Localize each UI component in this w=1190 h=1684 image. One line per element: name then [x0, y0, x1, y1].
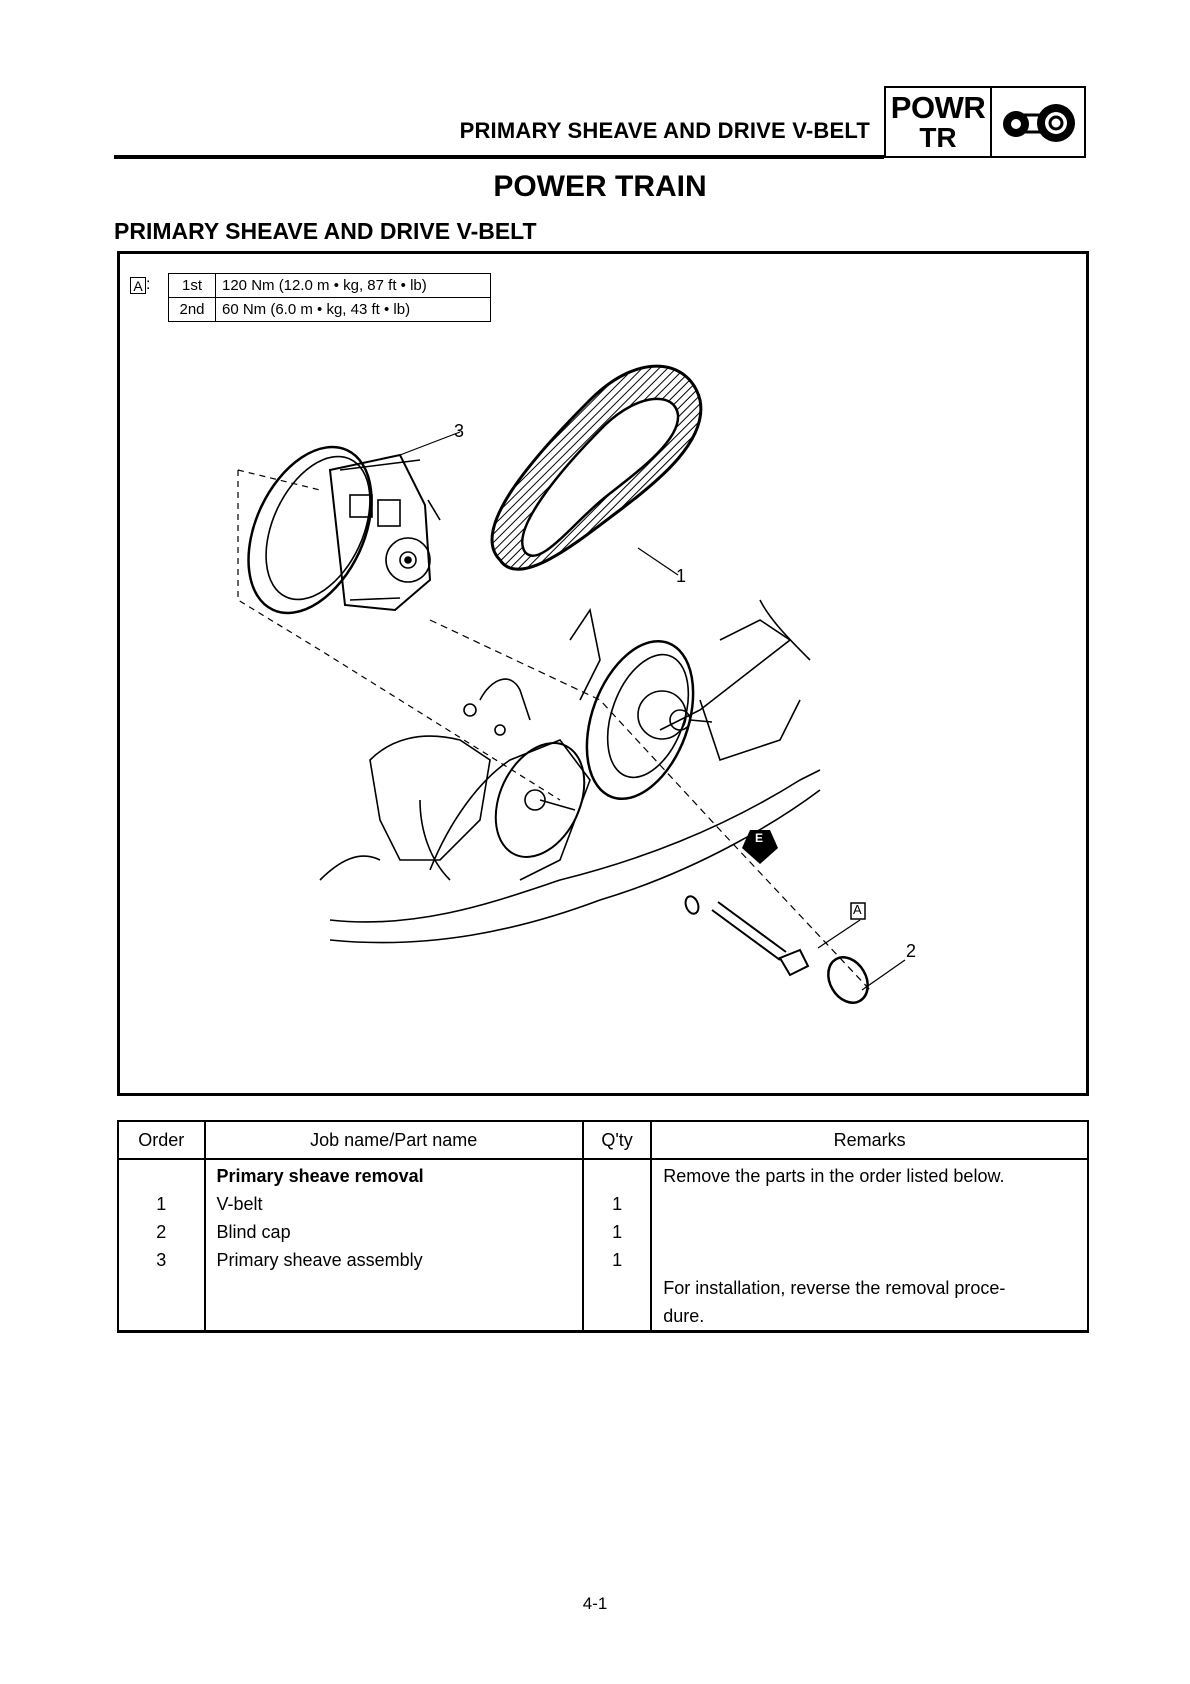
exploded-parts-illustration [120, 254, 1086, 1093]
cell-order: 2 [118, 1218, 205, 1246]
torque-callout-marker: A [853, 902, 862, 917]
callout-1: 1 [676, 566, 687, 586]
torque-marker: A : [130, 276, 150, 294]
oil-symbol-letter: E [755, 831, 764, 845]
cell-job [205, 1274, 583, 1302]
table-row [118, 1246, 1088, 1274]
header-job: Job name/Part name [205, 1121, 583, 1159]
bolt-drawing [712, 902, 786, 960]
torque-step: 1st [169, 274, 216, 298]
cell-job: Blind cap [205, 1218, 583, 1246]
page-number: 4-1 [582, 1594, 608, 1613]
cell-remarks: Remove the parts in the order listed below. [651, 1159, 1088, 1190]
table-row [118, 1218, 1088, 1246]
sub-title: PRIMARY SHEAVE AND DRIVE V-BELT [114, 218, 537, 244]
callout-2: 2 [906, 941, 917, 961]
cell-job [205, 1302, 583, 1332]
cell-qty [583, 1159, 651, 1190]
callout-3: 3 [454, 421, 465, 441]
header-remarks: Remarks [651, 1121, 1088, 1159]
cell-remarks [651, 1246, 1088, 1274]
cell-qty [583, 1274, 651, 1302]
cell-remarks: dure. [651, 1302, 1088, 1332]
cell-order [118, 1302, 205, 1332]
cell-job: Primary sheave assembly [205, 1246, 583, 1274]
torque-step: 2nd [169, 298, 216, 322]
blind-cap-drawing [820, 950, 875, 1010]
cell-remarks [651, 1190, 1088, 1218]
torque-marker-letter: A [130, 277, 146, 294]
cell-remarks: For installation, reverse the removal proce- [651, 1274, 1088, 1302]
section-badge [884, 86, 1086, 158]
cell-order: 1 [118, 1190, 205, 1218]
torque-value: 60 Nm (6.0 m • kg, 43 ft • lb) [216, 298, 491, 322]
table-row [118, 1159, 1088, 1190]
badge-line-1: POWR [890, 90, 986, 125]
table-header-row [118, 1121, 1088, 1159]
section-title: POWER TRAIN [493, 170, 707, 203]
cell-remarks [651, 1218, 1088, 1246]
cell-order [118, 1159, 205, 1190]
cell-order: 3 [118, 1246, 205, 1274]
header-order: Order [118, 1121, 205, 1159]
torque-value: 120 Nm (12.0 m • kg, 87 ft • lb) [216, 274, 491, 298]
cell-qty [583, 1302, 651, 1332]
cell-job: V-belt [205, 1190, 583, 1218]
table-row [118, 1274, 1088, 1302]
header-qty: Q'ty [583, 1121, 651, 1159]
cell-qty: 1 [583, 1246, 651, 1274]
cell-job: Primary sheave removal [205, 1159, 583, 1190]
table-row [118, 1302, 1088, 1332]
primary-sheave-drawing [224, 427, 396, 632]
procedure-table [117, 1120, 1089, 1333]
badge-line-2: TR [919, 122, 957, 153]
power-train-icon [992, 88, 1084, 156]
cell-qty: 1 [583, 1190, 651, 1218]
page-header-title: PRIMARY SHEAVE AND DRIVE V-BELT [459, 118, 870, 143]
cell-order [118, 1274, 205, 1302]
table-row [118, 1190, 1088, 1218]
badge-text [886, 88, 992, 156]
header-rule [114, 155, 884, 159]
cell-qty: 1 [583, 1218, 651, 1246]
